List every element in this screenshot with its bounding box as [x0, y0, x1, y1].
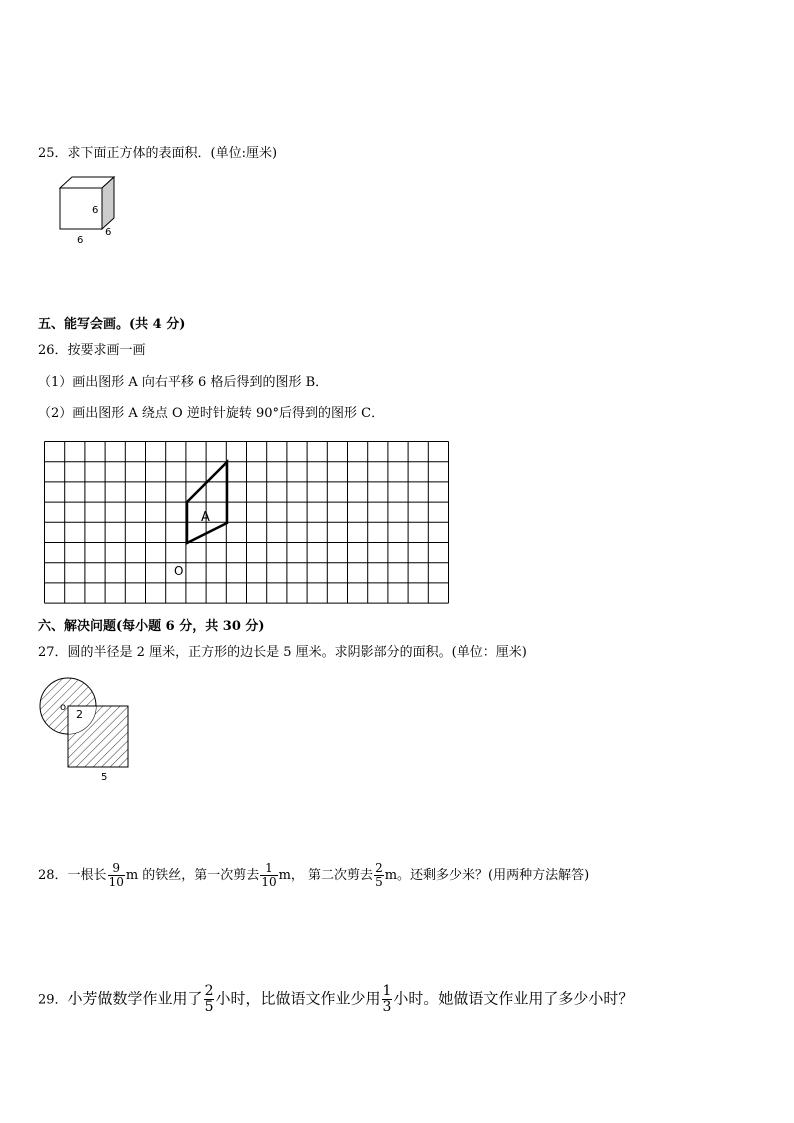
q25-text: [38, 146, 277, 162]
q27-text: [38, 645, 527, 661]
q28-mid2: m， 第二次剪去: [278, 868, 374, 883]
q29-text: [38, 984, 633, 1015]
shape-a-label: A: [201, 510, 210, 525]
cube-label-depth: 6: [105, 227, 112, 238]
q27-question: 圆的半径是 2 厘米，正方形的边长是 5 厘米。求阴影部分的面积。(单位：厘米): [67, 645, 527, 660]
section-5-title: 五、能写会画。(共 4 分): [38, 317, 186, 332]
q27-number: 27．: [38, 645, 68, 660]
circle-square-figure: [35, 672, 135, 784]
q28-pre: 一根长: [67, 868, 107, 883]
q26-text: [38, 343, 146, 359]
fraction-numerator: 2: [375, 861, 383, 875]
q28-text: [38, 862, 589, 889]
q28-post: m。还剩多少米？(用两种方法解答): [384, 868, 590, 883]
cube-figure: [50, 170, 130, 250]
fraction-9-10: [108, 862, 125, 889]
q25-number: 25．: [38, 146, 68, 161]
q29-mid: 小时，比做语文作业少用: [215, 989, 381, 1008]
grid-lines: [45, 442, 449, 604]
fraction-denominator: 10: [108, 875, 124, 889]
fraction-2-5: [204, 984, 215, 1015]
translation-grid: [40, 438, 450, 608]
fraction-denominator: 5: [204, 999, 214, 1015]
fraction-denominator: 3: [382, 999, 392, 1015]
circle-center-label: o: [60, 702, 67, 713]
side-label: 5: [101, 772, 108, 783]
fraction-numerator: 9: [108, 862, 125, 876]
q28-number: 28．: [38, 868, 68, 883]
point-o-label: O: [174, 564, 184, 578]
q26-part1: （1）画出图形 A 向右平移 6 格后得到的图形 B．: [38, 375, 329, 390]
section-6-title: 六、解决问题(每小题 6 分，共 30 分): [38, 619, 265, 634]
q26-number: 26．: [38, 343, 68, 358]
fraction-denominator: 5: [375, 875, 383, 889]
q26-part2: （2）画出图形 A 绕点 O 逆时针旋转 90°后得到的图形 C．: [38, 406, 385, 421]
q29-pre: 小芳做数学作业用了: [67, 989, 203, 1008]
q25-question: 求下面正方体的表面积．(单位:厘米): [67, 146, 278, 161]
cube-label-bottom: 6: [77, 235, 84, 246]
radius-label: 2: [76, 708, 83, 721]
cube-label-side: 6: [92, 205, 99, 216]
fraction-numerator: 1: [382, 983, 392, 999]
fraction-numerator: 2: [204, 983, 214, 999]
fraction-numerator: 1: [260, 862, 277, 876]
q28-mid1: m 的铁丝，第一次剪去: [125, 868, 260, 883]
fraction-1-10: [260, 862, 277, 889]
q29-post: 小时。她做语文作业用了多少小时？: [393, 989, 634, 1008]
fraction-1-3: [382, 984, 393, 1015]
fraction-2-5: [374, 862, 384, 889]
fraction-denominator: 10: [261, 875, 277, 889]
q26-question: 按要求画一画: [67, 343, 146, 358]
q29-number: 29．: [38, 992, 68, 1008]
